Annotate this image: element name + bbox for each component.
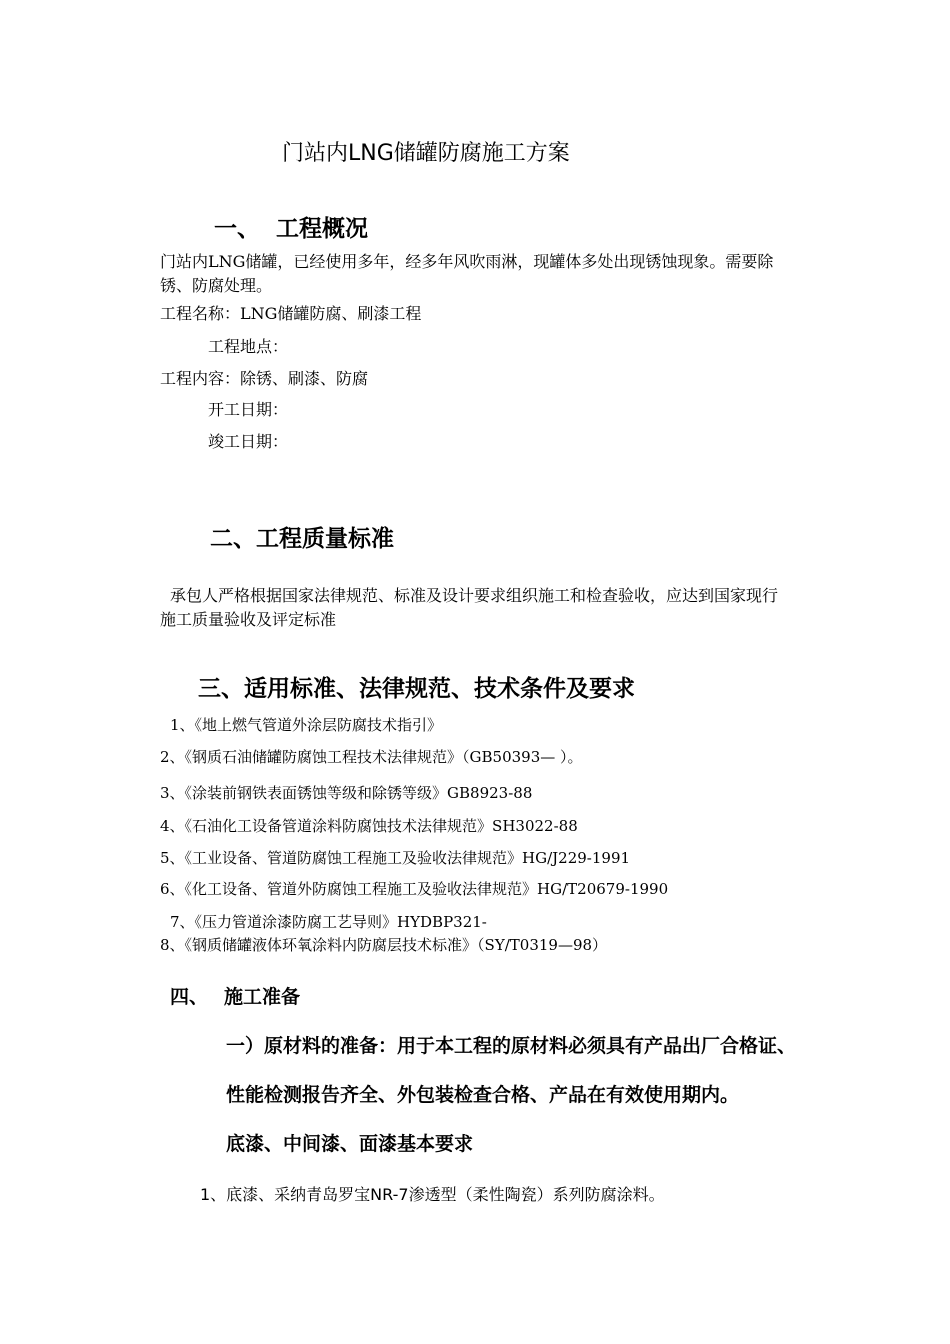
section-1-title: 工程概况 (276, 216, 368, 242)
end-date: 竣工日期： (208, 432, 289, 451)
document-title: 门站内LNG储罐防腐施工方案 (282, 141, 570, 166)
standard-item: 8、《钢质储罐液体环氧涂料内防腐层技术标准》（SY/T0319—98） (160, 936, 608, 954)
start-date: 开工日期： (208, 400, 289, 419)
standard-item: 3、《涂装前钢铁表面锈蚀等级和除锈等级》GB8923-88 (160, 784, 533, 802)
section-3-heading: 三、适用标准、法律规范、技术条件及要求 (198, 676, 635, 702)
section-4-number: 四、 (170, 986, 209, 1008)
intro-line-2: 锈、防腐处理。 (160, 276, 273, 295)
section-1-number: 一、 (214, 216, 260, 242)
paint-requirements-heading: 底漆、中间漆、面漆基本要求 (226, 1133, 474, 1155)
quality-line-2: 施工质量验收及评定标准 (160, 610, 337, 629)
standard-item: 4、《石油化工设备管道涂料防腐蚀技术法律规范》SH3022-88 (160, 817, 578, 835)
standard-item: 2、《钢质石油储罐防腐蚀工程技术法律规范》（GB50393— ）。 (160, 748, 583, 766)
section-2-heading: 二、工程质量标准 (210, 526, 394, 552)
standard-item: 1、《地上燃气管道外涂层防腐技术指引》 (170, 716, 443, 734)
standard-item: 6、《化工设备、管道外防腐蚀工程施工及验收法律规范》HG/T20679-1990 (160, 880, 669, 898)
quality-line-1: 承包人严格根据国家法律规范、标准及设计要求组织施工和检查验收，应达到国家现行 (170, 586, 779, 605)
project-location: 工程地点： (208, 337, 289, 356)
primer-item: 1、底漆、采纳青岛罗宝NR-7渗透型（柔性陶瓷）系列防腐涂料。 (200, 1185, 665, 1204)
section-4-heading (170, 982, 300, 1009)
project-content: 工程内容：除锈、刷漆、防腐 (160, 369, 369, 388)
intro-line-1: 门站内LNG储罐，已经使用多年，经多年风吹雨淋，现罐体多处出现锈蚀现象。需要除 (160, 252, 774, 271)
standard-item: 5、《工业设备、管道防腐蚀工程施工及验收法律规范》HG/J229-1991 (160, 849, 631, 867)
section-4-title: 施工准备 (224, 986, 301, 1008)
project-name: 工程名称：LNG储罐防腐、刷漆工程 (160, 304, 422, 323)
materials-line-2: 性能检测报告齐全、外包装检查合格、产品在有效使用期内。 (226, 1084, 740, 1106)
section-1-heading (214, 210, 368, 243)
standard-item: 7、《压力管道涂漆防腐工艺导则》HYDBP321- (170, 913, 487, 931)
materials-line-1: 一）原材料的准备：用于本工程的原材料必须具有产品出厂合格证、 (226, 1035, 797, 1057)
